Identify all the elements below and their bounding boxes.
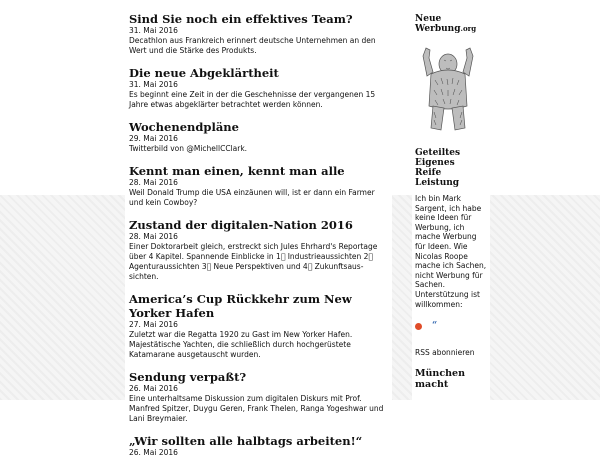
post-item	[129, 370, 390, 424]
site-logo[interactable]: Neue Werbung.org	[415, 14, 477, 34]
stumbleupon-icon[interactable]	[415, 323, 422, 330]
post-item	[129, 12, 390, 56]
post-list	[125, 0, 392, 457]
yeti-illustration	[417, 42, 479, 134]
post-item	[129, 292, 390, 360]
post-excerpt: Es beginnt eine Zeit in der die Geschehnisse der vergangenen 15 Jahre etwas abgeklärter betrachtet werden können.	[129, 90, 376, 109]
sidebar-heading: Geteiltes Eigenes Reife Leistung	[415, 148, 461, 188]
post-item	[129, 120, 390, 154]
post-title[interactable]: Kennt man einen, kennt man alle	[129, 164, 345, 178]
rss-link[interactable]: RSS abonnieren	[415, 348, 475, 358]
post-date: 27. Mai 2016	[129, 320, 178, 329]
post-date: 28. Mai 2016	[129, 232, 178, 241]
post-title[interactable]: America’s Cup Rückkehr zum New Yorker Hafen	[129, 292, 352, 320]
post-date: 28. Mai 2016	[129, 178, 178, 187]
post-item	[129, 66, 390, 110]
post-date: 26. Mai 2016	[129, 384, 178, 393]
post-date: 29. Mai 2016	[129, 134, 178, 143]
post-title[interactable]: Zustand der digitalen-Nation 2016	[129, 218, 353, 232]
post-date: 31. Mai 2016	[129, 26, 178, 35]
sidebar	[412, 0, 490, 400]
post-title[interactable]: Sendung verpaßt?	[129, 370, 247, 384]
post-item	[129, 218, 390, 282]
post-item	[129, 164, 390, 208]
post-title[interactable]: Die neue Abgeklärtheit	[129, 66, 279, 80]
post-excerpt: Twitterbild von @MichellCClark.	[129, 144, 248, 153]
post-excerpt: Eine unterhaltsame Diskussion zum digitalen Diskurs mit Prof. Manfred Spitzer, Duygu Geren, Frank Thelen, Ranga Yogeshwar und Lani Breymaier.	[129, 394, 384, 423]
post-date: 31. Mai 2016	[129, 80, 178, 89]
post-date: 26. Mai 2016	[129, 448, 178, 457]
post-title[interactable]: „Wir sollten alle halbtags arbeiten!“	[129, 434, 363, 448]
section-heading: München macht	[415, 368, 465, 391]
post-excerpt: Weil Donald Trump die USA einzäunen will, ist er dann ein Farmer und kein Cowboy?	[129, 188, 375, 207]
social-links	[415, 323, 488, 330]
post-item	[129, 434, 390, 458]
quote-icon[interactable]: “	[432, 321, 438, 332]
author-bio: Ich bin Mark Sargent, ich habe keine Ideen für Werbung, ich mache Werbung für Ideen. Wie Nicolas Roope mache ich Sachen, nicht Werbung für Sachen. Unterstützung ist willkommen:	[415, 194, 487, 309]
post-excerpt: Einer Doktorarbeit gleich, erstreckt sich Jules Ehrhard's Reportage über 4 Kapitel. Spannende Einblicke in 1⃣ Industrieaussichten 2⃣ Agenturaussichten 3⃣ Neue Perspektiven und 4⃣ Zukunftsaus-sichten.	[129, 242, 378, 281]
post-excerpt: Decathlon aus Frankreich erinnert deutsche Unternehmen an den Wert und die Stärke des Produkts.	[129, 36, 376, 55]
post-title[interactable]: Sind Sie noch ein effektives Team?	[129, 12, 353, 26]
post-title[interactable]: Wochenendpläne	[129, 120, 239, 134]
post-excerpt: Zuletzt war die Regatta 1920 zu Gast im New Yorker Hafen. Majestätische Yachten, die schließlich durch hochgerüstete Katamarane ausgetauscht wurden.	[129, 330, 353, 359]
